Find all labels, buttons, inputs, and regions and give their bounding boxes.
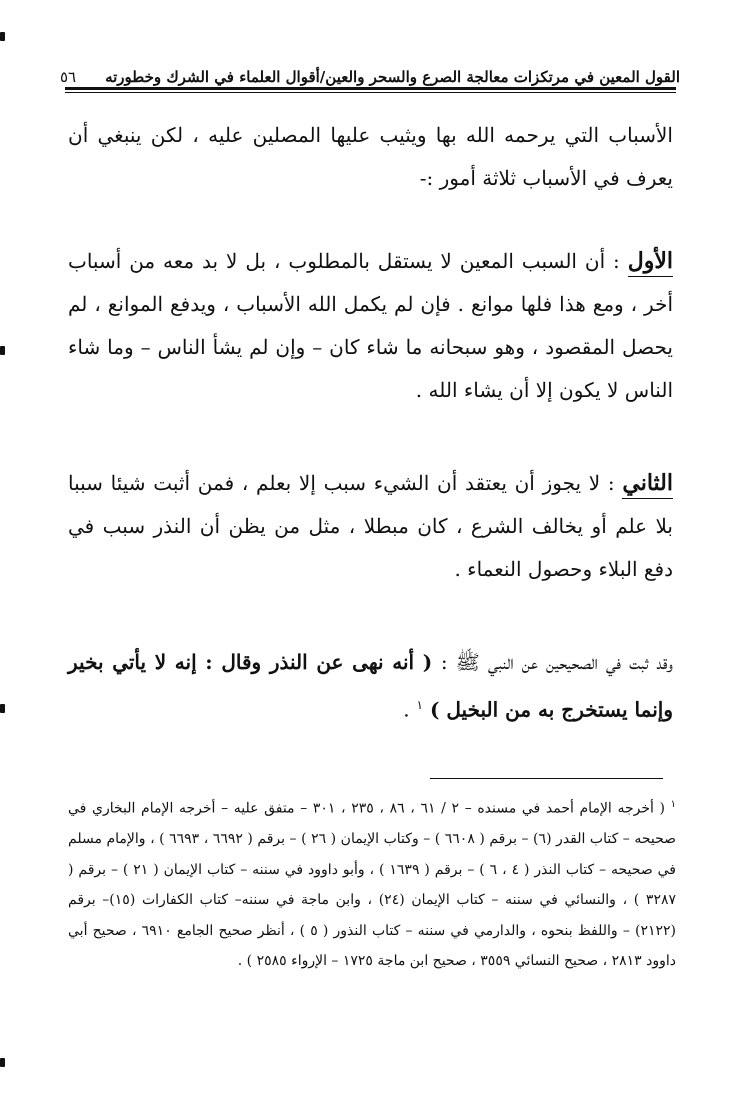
hadith-end: . [403,697,410,722]
footnote-text: ( أخرجه الإمام أحمد في مسنده – ٢ / ٦١ ، ٨٦ ، ٢٣٥ ، ٣٠١ – متفق عليه – أخرجه الإمام البخاري في صحيحه – كتاب القدر (٦) – برقم ( ٦٦٠٨ ) – وكتاب الإيمان ( ٢٦ ) – برقم ( ٦٦٩٢ ، ٦٦٩٣ ) ، والإمام مسلم في صحيحه – كتاب النذر ( ٤ ، ٦ ) – برقم ( ١٦٣٩ ) ، وأبو داوود في سننه – كتاب الإيمان ( ٢١ ) – برقم ( ٣٢٨٧ ) ، والنسائي في سننه – كتاب الإيمان (٢٤) ، وابن ماجة في سننه– كتاب الكفارات (١٥)– برقم (٢١٢٢) – واللفظ بنحوه ، والدارمي في سننه – كتاب النذور ( ٥ ) ، أنظر صحيح الجامع ٦٩١٠ ، صحيح أبي داوود ٢٨١٣ ، صحيح النسائي ٣٥٥٩ ، صحيح ابن ماجة ١٧٢٥ – الإرواء ٢٥٨٥ ) . [68,800,677,970]
paragraph-intro [68,114,673,200]
footnote-mark: ١ [670,799,677,810]
paragraph-first [68,240,673,412]
scan-mark [0,346,5,355]
keyword-first: الأول [628,248,673,277]
paragraph-hadith [68,641,673,732]
paragraph-second [68,462,673,591]
running-header [60,52,680,86]
paragraph-first-text: : أن السبب المعين لا يستقل بالمطلوب ، بل لا بد معه من أسباب أخر ، ومع هذا فلها موانع . فإن لم يكمل الله الأسباب ، ويدفع الموانع ، لم يحصل المقصود ، وهو سبحانه ما شاء كان – وإن لم يشأ الناس – وما شاء الناس لا يكون إلا أن يشاء الله . [68,249,673,402]
page-number: ٥٦ [60,68,77,86]
hadith-quote: ( أنه نهى عن النذر وقال : إنه لا يأتي بخير وإنما يستخرج به من البخيل ) [68,650,673,722]
keyword-second: الثاني [622,470,673,499]
hadith-intro: وقد ثبت في الصحيحين عن النبي ﷺ : [440,650,673,674]
header-rule-thin [65,92,676,93]
footnote-separator [430,778,663,779]
running-header-title: القول المعين في مرتكزات معالجة الصرع والسحر والعين/أقوال العلماء في الشرك وخطورته [105,68,680,86]
scan-mark [0,704,5,713]
scan-mark [0,32,5,41]
header-rule-thick [65,87,676,90]
paragraph-second-text: : لا يجوز أن يعتقد أن الشيء سبب إلا بعلم ، فمن أثبت شيئا سببا بلا علم أو يخالف الشرع ، كان مبطلا ، مثل من يظن أن النذر سبب في دفع البلاء وحصول النعماء . [68,471,673,581]
scan-mark [0,1058,5,1067]
footnote-reference[interactable]: ١ [416,698,423,712]
footnote [68,790,676,977]
paragraph-intro-text: الأسباب التي يرحمه الله بها ويثيب عليها المصلين عليه ، لكن ينبغي أن يعرف في الأسباب ثلاثة أمور :- [68,123,673,190]
